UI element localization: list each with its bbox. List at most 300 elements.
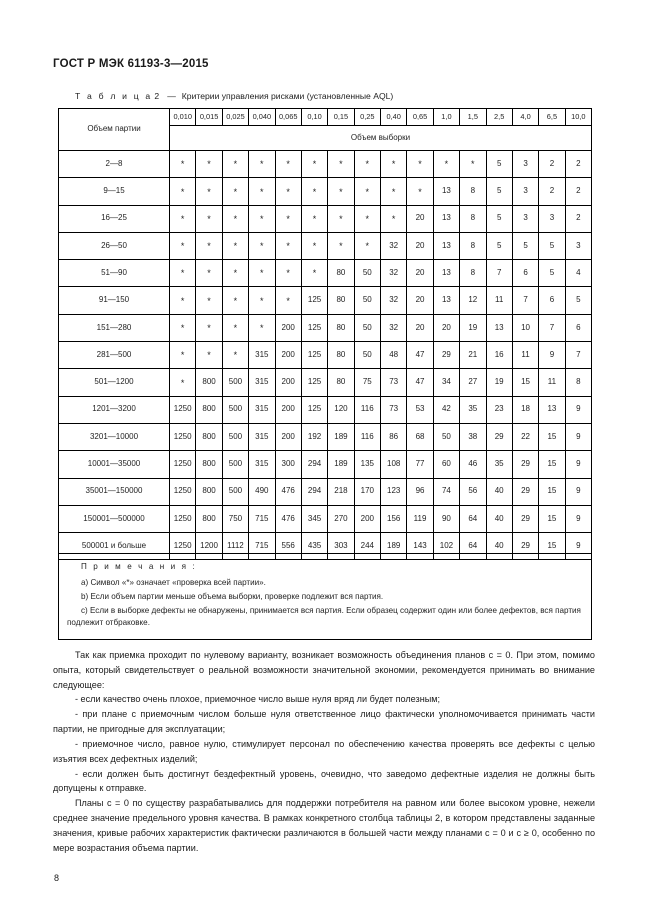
sample-cell-full-inspection [222, 314, 248, 341]
table-row [59, 423, 592, 450]
sample-cell-full-inspection [433, 151, 459, 178]
asterisk-icon: * [286, 186, 290, 197]
sample-size-cell: 50 [354, 287, 380, 314]
asterisk-icon: * [207, 268, 211, 279]
sample-cell-full-inspection [407, 151, 433, 178]
sample-size-cell: 15 [539, 533, 565, 560]
sample-size-cell: 20 [433, 314, 459, 341]
asterisk-icon: * [339, 186, 343, 197]
sample-size-cell: 3 [565, 232, 591, 259]
asterisk-icon: * [180, 213, 185, 224]
sample-size-cell: 13 [433, 178, 459, 205]
sample-size-cell: 3 [512, 178, 538, 205]
sample-size-cell: 102 [433, 533, 459, 560]
sample-size-cell: 189 [381, 533, 407, 560]
sample-cell-full-inspection [354, 151, 380, 178]
sample-size-cell: 9 [565, 423, 591, 450]
sample-size-cell: 50 [354, 260, 380, 287]
sample-size-cell: 27 [460, 369, 486, 396]
sample-cell-full-inspection [301, 205, 327, 232]
sample-size-cell: 315 [249, 451, 275, 478]
sample-size-cell: 2 [539, 178, 565, 205]
asterisk-icon: * [207, 323, 211, 334]
sample-size-cell: 35 [486, 451, 512, 478]
sample-size-cell: 15 [539, 505, 565, 532]
sample-size-cell: 73 [381, 396, 407, 423]
sample-size-cell: 8 [460, 178, 486, 205]
sample-size-cell: 4 [565, 260, 591, 287]
sample-size-cell: 1112 [222, 533, 248, 560]
sample-size-cell: 80 [328, 287, 354, 314]
sample-cell-full-inspection [249, 287, 275, 314]
sample-size-cell: 9 [565, 478, 591, 505]
sample-size-cell: 5 [486, 151, 512, 178]
asterisk-icon: * [233, 323, 238, 334]
sample-size-cell: 20 [407, 314, 433, 341]
sample-cell-full-inspection [328, 178, 354, 205]
asterisk-icon: * [260, 268, 264, 279]
sample-size-cell: 11 [539, 369, 565, 396]
sample-size-cell: 500 [222, 369, 248, 396]
sample-size-cell: 40 [486, 478, 512, 505]
table-row [59, 342, 592, 369]
sample-cell-full-inspection [222, 260, 248, 287]
sample-size-cell: 9 [565, 505, 591, 532]
sample-cell-full-inspection [249, 178, 275, 205]
asterisk-icon: * [339, 241, 343, 252]
aql-column-header: 0,015 [196, 109, 222, 126]
asterisk-icon: * [260, 323, 264, 334]
sample-size-cell: 1250 [170, 478, 196, 505]
sample-size-cell: 50 [354, 314, 380, 341]
table-row [59, 314, 592, 341]
asterisk-icon: * [339, 159, 343, 170]
sample-size-cell: 3 [512, 205, 538, 232]
sample-cell-full-inspection [275, 151, 301, 178]
sample-size-cell: 86 [381, 423, 407, 450]
asterisk-icon: * [286, 241, 290, 252]
sample-cell-full-inspection [354, 205, 380, 232]
sample-size-cell: 15 [539, 478, 565, 505]
sample-cell-full-inspection [170, 342, 196, 369]
sample-size-cell: 476 [275, 505, 301, 532]
sample-size-cell: 2 [565, 151, 591, 178]
sample-cell-full-inspection [275, 178, 301, 205]
sample-size-cell: 123 [381, 478, 407, 505]
sample-size-cell: 3 [512, 151, 538, 178]
sample-size-cell: 189 [328, 423, 354, 450]
sample-size-cell: 2 [565, 178, 591, 205]
body-paragraph-1: Так как приемка проходит по нулевому варианту, возникает возможность объединения планов c = 0. При этом, помимо опыта, который свидетельствует о реальной возможности значительной экономии, рекомендуется принимать во внимание следующее: [53, 650, 595, 690]
sample-cell-full-inspection [196, 342, 222, 369]
sample-size-cell: 7 [565, 342, 591, 369]
lot-size-cell: 150001—500000 [59, 505, 170, 532]
asterisk-icon: * [260, 186, 264, 197]
lot-size-cell: 151—280 [59, 314, 170, 341]
sample-size-cell: 32 [381, 260, 407, 287]
sample-size-cell: 42 [433, 396, 459, 423]
sample-size-cell: 1250 [170, 423, 196, 450]
sample-size-cell: 345 [301, 505, 327, 532]
sample-size-cell: 116 [354, 423, 380, 450]
sample-size-cell: 47 [407, 342, 433, 369]
aql-column-header: 0,040 [249, 109, 275, 126]
sample-size-cell: 34 [433, 369, 459, 396]
body-bullet-1: - если качество очень плохое, приемочное число выше нуля вряд ли будет полезным; [75, 694, 441, 705]
sample-cell-full-inspection [222, 287, 248, 314]
sample-size-cell: 5 [539, 232, 565, 259]
sample-size-cell: 32 [381, 232, 407, 259]
sample-size-cell: 74 [433, 478, 459, 505]
sample-size-cell: 315 [249, 369, 275, 396]
asterisk-icon: * [312, 268, 317, 279]
table-row [59, 151, 592, 178]
table-row [59, 178, 592, 205]
sample-size-cell: 750 [222, 505, 248, 532]
sample-size-cell: 490 [249, 478, 275, 505]
sample-size-cell: 270 [328, 505, 354, 532]
sample-size-cell: 800 [196, 451, 222, 478]
lot-size-cell: 9—15 [59, 178, 170, 205]
sample-size-cell: 800 [196, 369, 222, 396]
notes-title: П р и м е ч а н и я : [81, 562, 197, 571]
sample-size-cell: 50 [433, 423, 459, 450]
sample-cell-full-inspection [170, 287, 196, 314]
sample-size-cell: 19 [486, 369, 512, 396]
sample-cell-full-inspection [170, 260, 196, 287]
sample-size-cell: 29 [433, 342, 459, 369]
body-text-block [53, 648, 595, 855]
sample-size-cell: 18 [512, 396, 538, 423]
sample-size-cell: 11 [486, 287, 512, 314]
asterisk-icon: * [286, 268, 290, 279]
sample-size-cell: 48 [381, 342, 407, 369]
sample-cell-full-inspection [222, 342, 248, 369]
sample-size-cell: 156 [381, 505, 407, 532]
sample-size-cell: 29 [512, 478, 538, 505]
caption-label: Т а б л и ц а [75, 91, 153, 101]
sample-size-cell: 200 [275, 396, 301, 423]
sample-cell-full-inspection [196, 232, 222, 259]
sample-size-cell: 80 [328, 369, 354, 396]
sample-size-cell: 5 [486, 205, 512, 232]
sample-size-cell: 50 [354, 342, 380, 369]
sample-cell-full-inspection [222, 151, 248, 178]
body-bullet-3: - приемочное число, равное нулю, стимулирует персонал по обеспечению качества проверять все дефекты с целью изъятия всех дефектных изделий; [53, 738, 595, 764]
sample-size-cell: 47 [407, 369, 433, 396]
sample-size-cell: 500 [222, 451, 248, 478]
sample-size-cell: 13 [433, 287, 459, 314]
body-bullet-2: - при плане с приемочным числом больше нуля ответственное лицо фактически уполномочивается принимать части партии, не пригодные для эксплуатации; [53, 709, 595, 735]
sample-size-cell: 5 [565, 287, 591, 314]
asterisk-icon: * [444, 159, 449, 170]
aql-column-header: 0,15 [328, 109, 354, 126]
table-row [59, 205, 592, 232]
table-row [59, 232, 592, 259]
sample-size-cell: 715 [249, 533, 275, 560]
sample-size-cell: 6 [539, 287, 565, 314]
sample-cell-full-inspection [381, 178, 407, 205]
sample-size-cell: 9 [565, 396, 591, 423]
asterisk-icon: * [365, 241, 370, 252]
sample-size-cell: 189 [328, 451, 354, 478]
asterisk-icon: * [233, 268, 238, 279]
sample-size-cell: 20 [407, 287, 433, 314]
sample-cell-full-inspection [354, 232, 380, 259]
lot-size-header: Объем партии [59, 109, 170, 151]
asterisk-icon: * [312, 186, 317, 197]
sample-size-cell: 5 [486, 178, 512, 205]
sample-size-cell: 9 [565, 533, 591, 560]
asterisk-icon: * [233, 350, 238, 361]
sample-size-cell: 7 [539, 314, 565, 341]
sample-size-cell: 125 [301, 396, 327, 423]
asterisk-icon: * [365, 213, 370, 224]
sample-cell-full-inspection [249, 232, 275, 259]
lot-size-cell: 51—90 [59, 260, 170, 287]
aql-column-header: 0,65 [407, 109, 433, 126]
lot-size-cell: 16—25 [59, 205, 170, 232]
sample-size-cell: 1250 [170, 451, 196, 478]
table-row [59, 287, 592, 314]
asterisk-icon: * [286, 159, 290, 170]
sample-size-cell: 77 [407, 451, 433, 478]
sample-size-cell: 10 [512, 314, 538, 341]
asterisk-icon: * [418, 186, 422, 197]
sample-cell-full-inspection [170, 205, 196, 232]
sample-size-cell: 300 [275, 451, 301, 478]
sample-size-cell: 2 [565, 205, 591, 232]
sample-size-cell: 60 [433, 451, 459, 478]
sample-size-cell: 15 [539, 451, 565, 478]
sample-cell-full-inspection [170, 314, 196, 341]
sample-cell-full-inspection [196, 151, 222, 178]
sample-cell-full-inspection [275, 205, 301, 232]
sample-size-cell: 15 [539, 423, 565, 450]
table-row [59, 451, 592, 478]
lot-size-cell: 3201—10000 [59, 423, 170, 450]
page-number: 8 [54, 873, 60, 883]
asterisk-icon: * [418, 159, 422, 170]
sample-size-cell: 1250 [170, 505, 196, 532]
table-row [59, 396, 592, 423]
sample-size-cell: 20 [407, 205, 433, 232]
sample-size-cell: 53 [407, 396, 433, 423]
lot-size-cell: 1201—3200 [59, 396, 170, 423]
sample-size-cell: 192 [301, 423, 327, 450]
aql-column-header: 6,5 [539, 109, 565, 126]
lot-size-cell: 501—1200 [59, 369, 170, 396]
sample-size-cell: 125 [301, 314, 327, 341]
sample-cell-full-inspection [222, 205, 248, 232]
asterisk-icon: * [365, 186, 370, 197]
sample-size-cell: 56 [460, 478, 486, 505]
sample-cell-full-inspection [196, 205, 222, 232]
sample-cell-full-inspection [460, 151, 486, 178]
sample-size-cell: 9 [565, 451, 591, 478]
sample-cell-full-inspection [301, 232, 327, 259]
lot-size-cell: 10001—35000 [59, 451, 170, 478]
sample-size-cell: 200 [275, 342, 301, 369]
table-head [59, 109, 592, 151]
sample-size-cell: 715 [249, 505, 275, 532]
body-bullet-4: - если должен быть достигнут бездефектный уровень, очевидно, что заведомо дефектные изделия не должны быть допущены к отправке. [53, 768, 595, 794]
aql-column-header: 4,0 [512, 109, 538, 126]
sample-size-cell: 29 [486, 423, 512, 450]
sample-size-cell: 46 [460, 451, 486, 478]
sample-size-cell: 315 [249, 342, 275, 369]
asterisk-icon: * [233, 241, 238, 252]
sample-size-cell: 3 [539, 205, 565, 232]
sample-size-cell: 800 [196, 505, 222, 532]
lot-size-cell: 500001 и больше [59, 533, 170, 560]
asterisk-icon: * [391, 159, 396, 170]
aql-column-header: 2,5 [486, 109, 512, 126]
sample-size-cell: 75 [354, 369, 380, 396]
sample-size-cell: 108 [381, 451, 407, 478]
asterisk-icon: * [207, 241, 211, 252]
sample-cell-full-inspection [222, 178, 248, 205]
sample-size-cell: 244 [354, 533, 380, 560]
sample-size-cell: 8 [460, 205, 486, 232]
asterisk-icon: * [339, 213, 343, 224]
sample-size-cell: 2 [539, 151, 565, 178]
sample-cell-full-inspection [196, 178, 222, 205]
aql-column-header: 0,065 [275, 109, 301, 126]
aql-column-header: 0,40 [381, 109, 407, 126]
sample-size-cell: 200 [275, 423, 301, 450]
sample-cell-full-inspection [328, 151, 354, 178]
asterisk-icon: * [207, 159, 211, 170]
asterisk-icon: * [207, 295, 211, 306]
asterisk-icon: * [286, 295, 290, 306]
sample-size-cell: 64 [460, 533, 486, 560]
sample-size-cell: 9 [539, 342, 565, 369]
sample-size-cell: 15 [512, 369, 538, 396]
sample-cell-full-inspection [381, 205, 407, 232]
asterisk-icon: * [260, 241, 264, 252]
sample-size-cell: 16 [486, 342, 512, 369]
sample-size-cell: 1250 [170, 396, 196, 423]
asterisk-icon: * [207, 186, 211, 197]
sample-size-cell: 29 [512, 505, 538, 532]
sample-size-cell: 1250 [170, 533, 196, 560]
table-row [59, 505, 592, 532]
sample-size-cell: 13 [433, 205, 459, 232]
sample-cell-full-inspection [170, 151, 196, 178]
sample-cell-full-inspection [381, 151, 407, 178]
sample-cell-full-inspection [249, 260, 275, 287]
sample-cell-full-inspection [407, 178, 433, 205]
asterisk-icon: * [260, 213, 264, 224]
table-row [59, 478, 592, 505]
sample-size-cell: 6 [512, 260, 538, 287]
aql-column-header: 0,025 [222, 109, 248, 126]
note-item-c: c) Если в выборке дефекты не обнаружены, принимается вся партия. Если образец содержит один или более дефектов, вся партия подлежит отбраковке. [67, 605, 581, 628]
sample-size-cell: 13 [539, 396, 565, 423]
sample-cell-full-inspection [301, 260, 327, 287]
sample-size-cell: 500 [222, 478, 248, 505]
sample-cell-full-inspection [196, 314, 222, 341]
sample-size-cell: 435 [301, 533, 327, 560]
sample-size-cell: 13 [486, 314, 512, 341]
table-body [59, 151, 592, 560]
aql-column-header: 1,5 [460, 109, 486, 126]
sample-size-cell: 8 [460, 260, 486, 287]
sample-size-cell: 7 [512, 287, 538, 314]
sample-cell-full-inspection [170, 178, 196, 205]
sample-size-cell: 143 [407, 533, 433, 560]
lot-size-cell: 281—500 [59, 342, 170, 369]
sample-size-cell: 38 [460, 423, 486, 450]
sample-size-cell: 32 [381, 314, 407, 341]
sample-size-cell: 119 [407, 505, 433, 532]
sample-size-cell: 200 [354, 505, 380, 532]
sample-cell-full-inspection [222, 232, 248, 259]
sample-size-cell: 23 [486, 396, 512, 423]
sample-cell-full-inspection [275, 232, 301, 259]
sample-size-cell: 40 [486, 505, 512, 532]
note-item-a: a) Символ «*» означает «проверка всей партии». [81, 578, 266, 588]
sample-cell-full-inspection [354, 178, 380, 205]
sample-size-cell: 21 [460, 342, 486, 369]
sample-cell-full-inspection [249, 151, 275, 178]
asterisk-icon: * [260, 295, 264, 306]
caption-number: 2 [154, 91, 160, 101]
sample-size-cell: 556 [275, 533, 301, 560]
sample-size-cell: 200 [275, 314, 301, 341]
asterisk-icon: * [207, 350, 211, 361]
sample-size-cell: 800 [196, 396, 222, 423]
sample-cell-full-inspection [196, 260, 222, 287]
sample-size-cell: 6 [565, 314, 591, 341]
aql-criteria-table [58, 108, 592, 560]
sample-size-cell: 1200 [196, 533, 222, 560]
sample-size-cell: 20 [407, 232, 433, 259]
sample-size-cell: 96 [407, 478, 433, 505]
sample-cell-full-inspection [301, 151, 327, 178]
sample-size-cell: 170 [354, 478, 380, 505]
sample-size-cell: 29 [512, 451, 538, 478]
sample-size-cell: 125 [301, 342, 327, 369]
asterisk-icon: * [180, 350, 185, 361]
sample-size-cell: 5 [539, 260, 565, 287]
sample-cell-full-inspection [275, 260, 301, 287]
asterisk-icon: * [471, 159, 475, 170]
aql-column-header: 10,0 [565, 109, 591, 126]
sample-size-cell: 80 [328, 314, 354, 341]
sample-size-cell: 218 [328, 478, 354, 505]
sample-size-cell: 303 [328, 533, 354, 560]
sample-size-cell: 476 [275, 478, 301, 505]
caption-text: Критерии управления рисками (установленные AQL) [181, 91, 394, 101]
asterisk-icon: * [233, 213, 238, 224]
sample-size-cell: 8 [565, 369, 591, 396]
sample-size-cell: 125 [301, 369, 327, 396]
body-paragraph-2: Планы c = 0 по существу разрабатывались для поддержки потребителя на равном или более высоком уровне, нежели среднее значение предельного уровня качества. В рамках конкретного столбца таблицы 2, в котором представлены заданные значения, кривые рабочих характеристик фактически различаются в большей части между планами c = 0 и c ≥ 0, особенно по мере возрастания объема партии. [53, 798, 595, 853]
aql-column-header: 0,25 [354, 109, 380, 126]
sample-size-cell: 125 [301, 287, 327, 314]
notes-box [58, 553, 592, 640]
sample-cell-full-inspection [328, 232, 354, 259]
sample-cell-full-inspection [170, 369, 196, 396]
asterisk-icon: * [180, 295, 185, 306]
table-row [59, 369, 592, 396]
asterisk-icon: * [180, 159, 185, 170]
note-item-b: b) Если объем партии меньше объема выборки, проверке подлежит вся партия. [81, 592, 384, 602]
asterisk-icon: * [391, 213, 396, 224]
sample-size-cell: 11 [512, 342, 538, 369]
